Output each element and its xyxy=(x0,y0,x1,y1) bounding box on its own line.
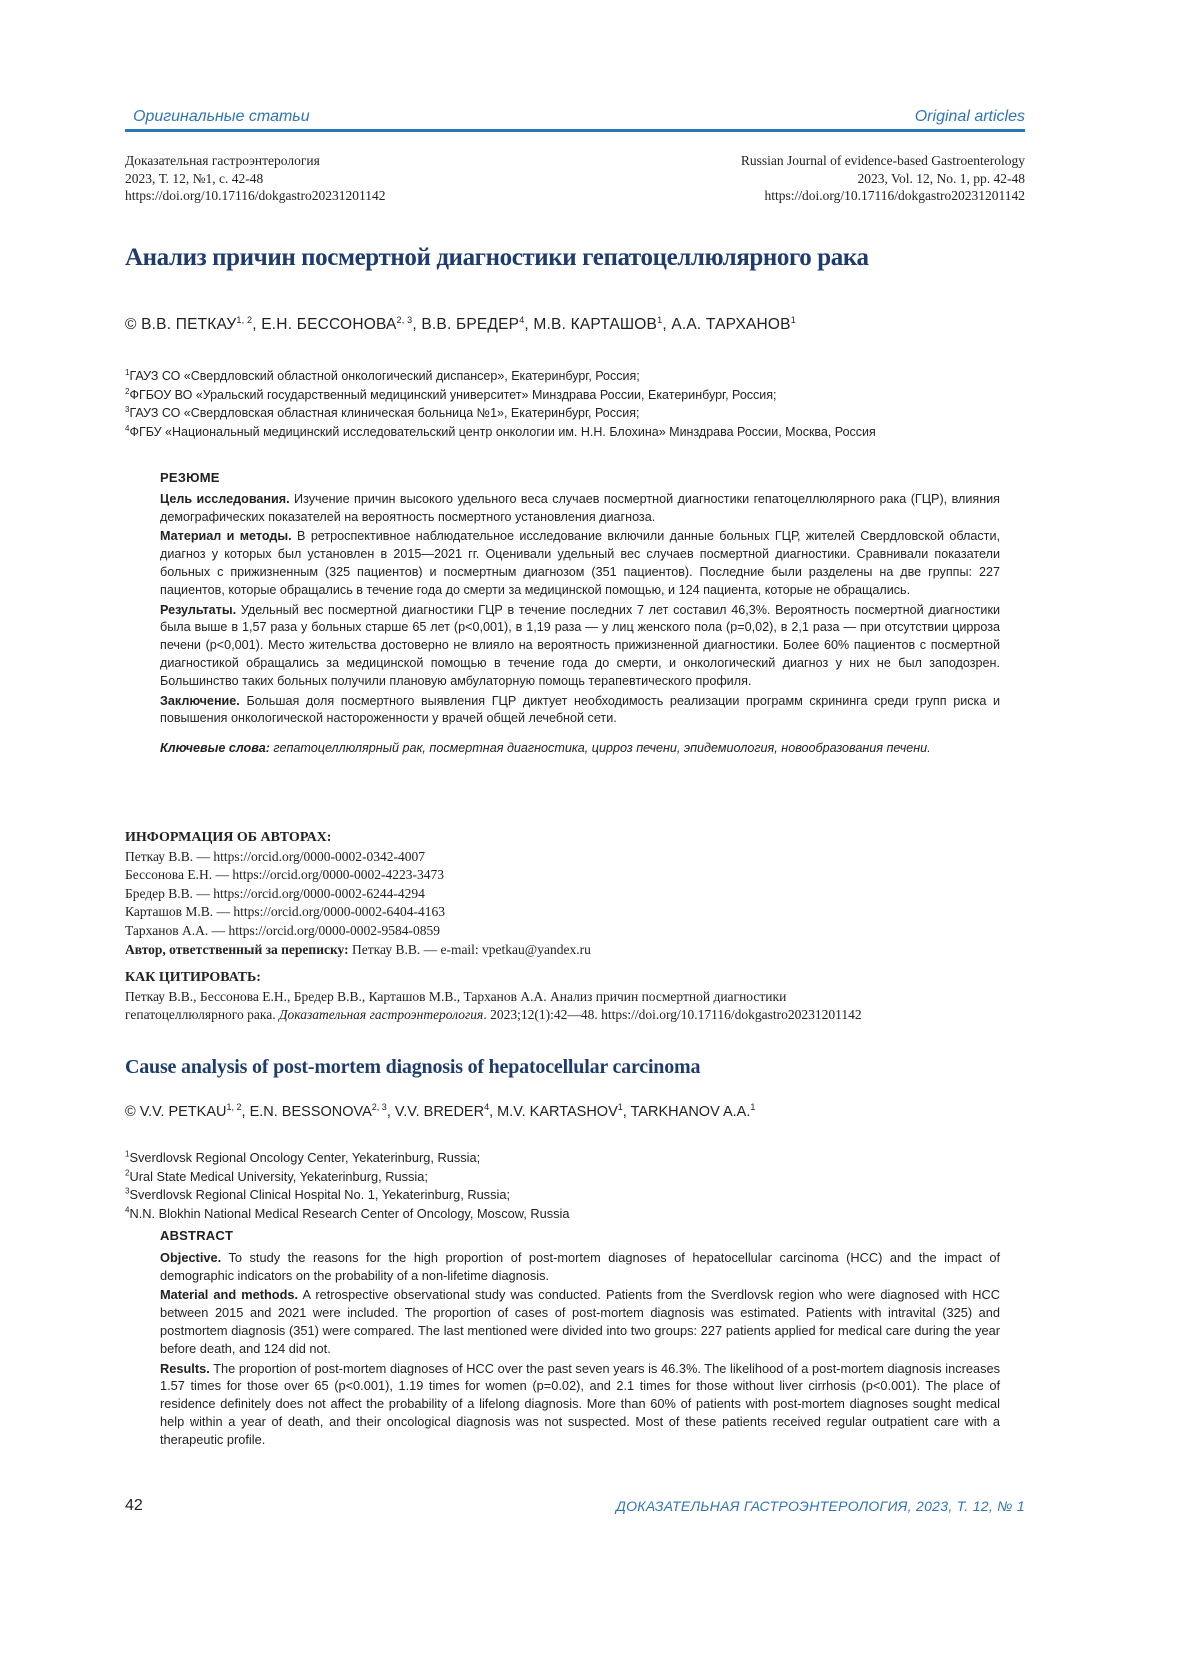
citation-en-issue: 2023, Vol. 12, No. 1, pp. 42-48 xyxy=(857,170,1025,186)
author-en: V.V. PETKAU$^{1, 2}$, xyxy=(139,1102,250,1120)
orcid-line[interactable]: Карташов М.В. — https://orcid.org/0000-0002-6404-4163 xyxy=(125,904,445,920)
authors-ru xyxy=(125,316,796,334)
abstract-ru-objective: Цель исследования. Изучение причин высокого удельного веса случаев посмертной диагностики гепатоцеллюлярного рака (ГЦР), влияния демографических показателей на вероятность посмертного установления диагноза. xyxy=(160,491,1001,524)
citation-ru xyxy=(125,152,386,205)
how-to-cite-line: Петкау В.В., Бессонова Е.Н., Бредер В.В., Карташов М.В., Тарханов А.А. Анализ причин посмертной диагностики xyxy=(125,988,787,1004)
citation-en-doi[interactable]: https://doi.org/10.17116/dokgastro20231201142 xyxy=(764,188,1025,203)
citation-en xyxy=(741,152,1025,205)
how-to-cite-heading: КАК ЦИТИРОВАТЬ: xyxy=(125,970,261,985)
affiliation-ru: $^2$ФГБОУ ВО «Уральский государственный медицинский университет» Минздрава России, Екатеринбург, Россия; xyxy=(125,386,777,402)
abstract-ru-results: Результаты. Удельный вес посмертной диагностики ГЦР в течение последних 7 лет составил 46,3%. Вероятность посмертной диагностики была выше в 1,57 раза у больных старше 65 лет (p<0,001), в 1,19 раза — у лиц женского пола (p=0,02), в 2,1 раза — при отсутствии цирроза печени (p<0,001). Место жительства достоверно не влияло на вероятность прижизненной диагностики. Более 60% пациентов с посмертной диагностикой обращались за медицинской помощью в течение года до смерти, и онкологический диагноз у них не был заподозрен. Большинство таких больных получили плановую амбулаторную помощь терапевтического профиля. xyxy=(160,602,1001,688)
how-to-cite xyxy=(125,969,862,1025)
how-to-cite-line: гепатоцеллюлярного рака. Доказательная гастроэнтерология. 2023;12(1):42—48. https://doi.org/10.17116/dokgastro20231201142 xyxy=(125,1007,862,1023)
author-en: TARKHANOV A.A.$^1$ xyxy=(630,1102,756,1120)
abstract-ru xyxy=(160,469,1000,758)
affiliation-en: $^1$Sverdlovsk Regional Oncology Center, Yekaterinburg, Russia; xyxy=(125,1149,481,1165)
citation-ru-issue: 2023, Т. 12, №1, с. 42-48 xyxy=(125,170,264,186)
article-title-en: Cause analysis of post-mortem diagnosis of hepatocellular carcinoma xyxy=(125,1056,701,1078)
citation-ru-journal: Доказательная гастроэнтерология xyxy=(125,153,320,168)
citation-en-journal: Russian Journal of evidence-based Gastroenterology xyxy=(740,153,1025,168)
author-ru: М.В. КАРТАШОВ$^1$, xyxy=(533,314,672,333)
authors-info xyxy=(125,829,591,959)
author-ru: В.В. БРЕДЕР$^4$, xyxy=(421,314,534,333)
authors-info-heading: ИНФОРМАЦИЯ ОБ АВТОРАХ: xyxy=(125,830,332,845)
article-title-ru: Анализ причин посмертной диагностики гепатоцеллюлярного рака xyxy=(125,244,869,271)
abstract-ru-keywords: Ключевые слова: гепатоцеллюлярный рак, посмертная диагностика, цирроз печени, эпидемиология, новообразования печени. xyxy=(160,741,931,756)
copyright-mark: © xyxy=(125,1104,140,1120)
author-ru: Е.Н. БЕССОНОВА$^{2, 3}$, xyxy=(261,314,422,333)
orcid-line[interactable]: Бессонова Е.Н. — https://orcid.org/0000-0002-4223-3473 xyxy=(125,867,444,883)
author-ru: В.В. ПЕТКАУ$^{1, 2}$, xyxy=(141,314,262,333)
running-head-right: Original articles xyxy=(914,108,1025,125)
abstract-en-objective: Objective. To study the reasons for the high proportion of post-mortem diagnoses of hepatocellular carcinoma (HCC) and the impact of demographic indicators on the probability of a non-lifetime diagnosis. xyxy=(160,1249,1000,1283)
affiliation-en: $^4$N.N. Blokhin National Medical Research Center of Oncology, Moscow, Russia xyxy=(125,1205,570,1221)
footer-journal: ДОКАЗАТЕЛЬНАЯ ГАСТРОЭНТЕРОЛОГИЯ, 2023, Т. 12, № 1 xyxy=(615,1498,1025,1514)
abstract-ru-conclusion: Заключение. Большая доля посмертного выявления ГЦР диктует необходимость реализации программ скрининга среди групп риска и повышения онкологической настороженности у врачей общей лечебной сети. xyxy=(160,693,1000,726)
running-head-left: Оригинальные статьи xyxy=(133,108,310,125)
affiliations-en xyxy=(125,1149,569,1223)
running-head xyxy=(125,106,1025,132)
author-en: E.N. BESSONOVA$^{2, 3}$, xyxy=(249,1102,395,1120)
affiliation-ru: $^3$ГАУЗ СО «Свердловская областная клиническая больница №1», Екатеринбург, Россия; xyxy=(125,404,640,420)
abstract-en xyxy=(160,1227,1000,1451)
affiliation-ru: $^1$ГАУЗ СО «Свердловский областной онкологический диспансер», Екатеринбург, Россия; xyxy=(125,367,640,383)
orcid-line[interactable]: Тарханов А.А. — https://orcid.org/0000-0002-9584-0859 xyxy=(125,922,441,938)
orcid-line[interactable]: Бредер В.В. — https://orcid.org/0000-0002-6244-4294 xyxy=(125,885,425,901)
abstract-en-methods: Material and methods. A retrospective observational study was conducted. Patients from the Sverdlovsk region who were diagnosed with HCC between 2015 and 2021 were included. The proportion of cases of post-mortem diagnosis was estimated. Patients with intravital (325) and postmortem diagnosis (351) were compared. The last mentioned were divided into two groups: 227 patients applied for medical care during the year before death, and 124 did not. xyxy=(160,1287,1000,1356)
author-en: M.V. KARTASHOV$^1$, xyxy=(497,1102,631,1120)
orcid-line[interactable]: Петкау В.В. — https://orcid.org/0000-0002-0342-4007 xyxy=(125,848,426,864)
page-number: 42 xyxy=(125,1497,143,1514)
copyright-mark: © xyxy=(125,316,142,333)
citation-ru-doi[interactable]: https://doi.org/10.17116/dokgastro20231201142 xyxy=(125,188,386,203)
abstract-ru-methods: Материал и методы. В ретроспективное наблюдательное исследование включили данные больных ГЦР, жителей Свердловской области, диагноз у которых был установлен в 2015—2021 гг. Оценивали удельный вес случаев посмертной диагностики. Сравнивали показатели больных с прижизненным (325 пациентов) и посмертным диагнозом (351 пациентов). Последние были разделены на две группы: 227 пациентов, которые обращались в течение года до смерти за медицинской помощью, и 124 пациента, которые не обращались. xyxy=(160,529,1000,597)
abstract-en-heading: ABSTRACT xyxy=(160,1228,234,1243)
author-ru: А.А. ТАРХАНОВ$^1$ xyxy=(671,314,796,333)
affiliations-ru xyxy=(125,367,876,441)
corresponding-author: Автор, ответственный за переписку: Петкау В.В. — e-mail: vpetkau@yandex.ru xyxy=(125,941,591,957)
authors-en xyxy=(125,1104,755,1120)
affiliation-en: $^3$Sverdlovsk Regional Clinical Hospital No. 1, Yekaterinburg, Russia; xyxy=(125,1186,510,1202)
abstract-ru-heading: РЕЗЮМЕ xyxy=(160,470,220,485)
affiliation-en: $^2$Ural State Medical University, Yekaterinburg, Russia; xyxy=(125,1168,428,1184)
author-en: V.V. BREDER$^4$, xyxy=(394,1102,498,1120)
abstract-en-results: Results. The proportion of post-mortem diagnoses of HCC over the past seven years is 46.3%. The likelihood of a post-mortem diagnosis increases 1.57 times for those over 65 (p<0.001), 1.19 times for women (p=0.02), and 2.1 times for those without liver cirrhosis (p<0.001). The place of residence definitely does not affect the probability of a lifelong diagnosis. More than 60% of patients with post-mortem diagnoses sought medical help within a year of death, and their oncological diagnosis was not suspected. Most of these patients received regular outpatient care with a therapeutic profile. xyxy=(160,1360,1001,1447)
affiliation-ru: $^4$ФГБУ «Национальный медицинский исследовательский центр онкологии им. Н.Н. Блохина» Минздрава России, Москва, Россия xyxy=(125,423,876,439)
